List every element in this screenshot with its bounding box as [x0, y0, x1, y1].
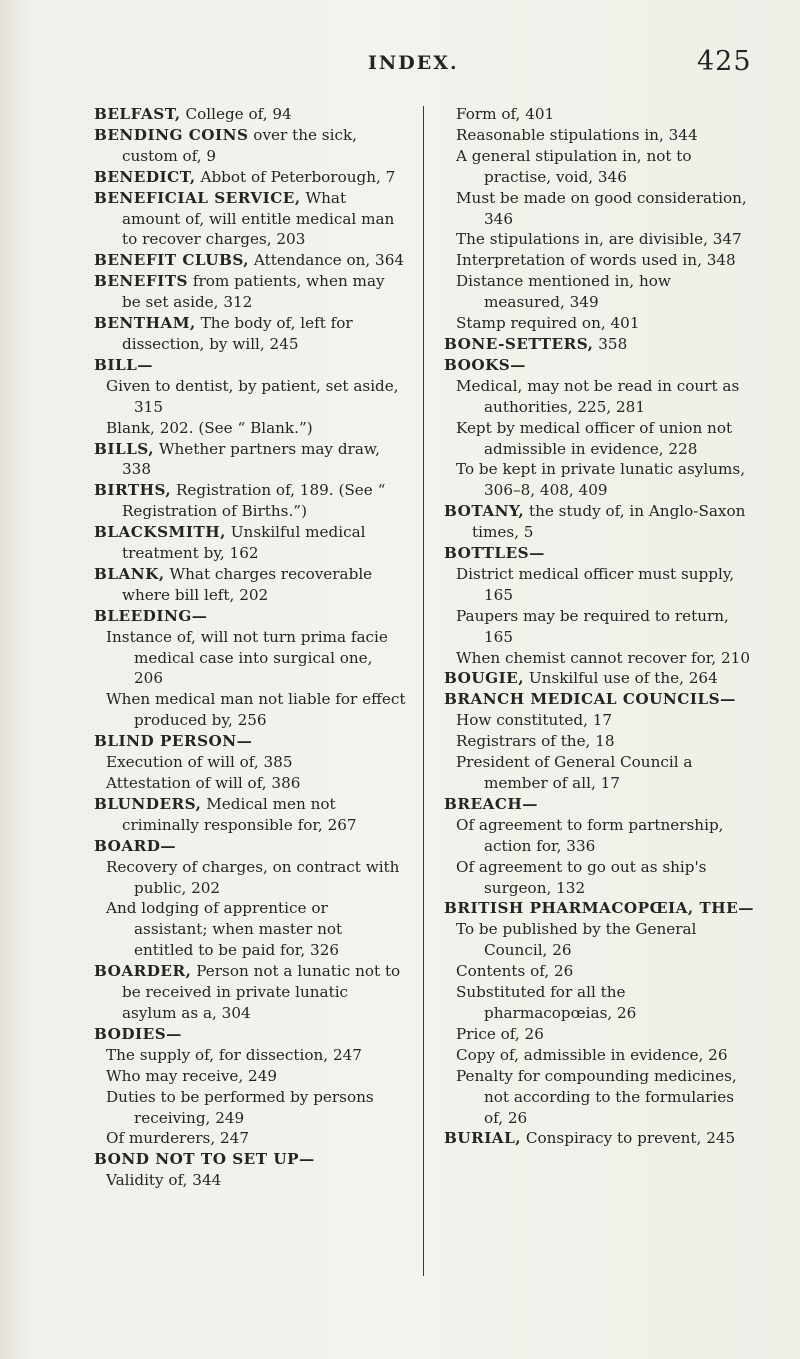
index-subentry — [444, 271, 756, 313]
index-subentry — [94, 773, 406, 794]
entry-text: Whether partners may draw, 338 — [122, 439, 380, 479]
entry-heading: BOARD— — [94, 836, 177, 855]
entry-heading: BODIES— — [94, 1024, 182, 1043]
index-entry — [94, 731, 406, 752]
entry-text: Who may receive, 249 — [106, 1066, 278, 1085]
entry-heading: BOTANY, — [444, 502, 525, 521]
entry-heading: BOUGIE, — [444, 669, 525, 688]
entry-heading: BENDING COINS — [94, 125, 249, 144]
entry-heading: BLUNDERS, — [94, 794, 202, 813]
entry-text: over the sick, custom of, 9 — [122, 125, 357, 165]
index-entry — [94, 836, 406, 857]
entry-heading: BLIND PERSON— — [94, 732, 253, 751]
index-subentry — [94, 376, 406, 418]
index-subentry — [444, 229, 756, 250]
entry-heading: BENEFITS — [94, 272, 189, 291]
entry-text: Abbot of Peterborough, 7 — [195, 167, 396, 186]
entry-text: the study of, in Anglo-Saxon times, 5 — [472, 502, 746, 542]
entry-text: Medical men not criminally responsible for, 267 — [122, 794, 357, 834]
entry-text: from patients, when may be set aside, 312 — [122, 272, 385, 312]
entry-heading: BENEDICT, — [94, 167, 196, 186]
index-subentry — [94, 418, 406, 439]
entry-heading: BLACKSMITH, — [94, 523, 226, 542]
entry-text: What amount of, will entitle medical man to recover charges, 203 — [122, 188, 395, 249]
entry-text: Registration of, 189. (See “ Registration of Births.”) — [122, 481, 386, 521]
index-subentry — [444, 564, 756, 606]
entry-heading: BRANCH MEDICAL COUNCILS— — [444, 690, 736, 709]
index-entry — [94, 313, 406, 355]
entry-heading: BILL— — [94, 355, 153, 374]
entry-text: Kept by medical officer of union not admissible in evidence, 228 — [456, 418, 733, 458]
right-column — [444, 104, 756, 1149]
entry-text: When medical man not liable for effect produced by, 256 — [106, 690, 406, 730]
index-entry — [444, 898, 756, 919]
index-entry — [444, 334, 756, 355]
entry-text: Penalty for compounding medicines, not according to the formularies of, 26 — [456, 1066, 737, 1127]
index-entry — [94, 522, 406, 564]
index-subentry — [444, 459, 756, 501]
entry-heading: BREACH— — [444, 794, 538, 813]
index-entry — [444, 501, 756, 543]
entry-heading: BURIAL, — [444, 1129, 522, 1148]
entry-text: Unskilful medical treatment by, 162 — [122, 523, 366, 563]
entry-text: Attendance on, 364 — [249, 251, 405, 270]
entry-heading: BOARDER, — [94, 962, 192, 981]
index-subentry — [94, 627, 406, 690]
index-entry — [94, 250, 406, 271]
index-entry — [94, 104, 406, 125]
entry-text: College of, 94 — [180, 105, 292, 123]
entry-text: Of agreement to form partnership, action for, 336 — [456, 815, 724, 855]
entry-text: Unskilful use of the, 264 — [524, 669, 718, 688]
index-entry — [444, 1128, 756, 1149]
index-subentry — [444, 606, 756, 648]
entry-text: 358 — [593, 334, 628, 353]
index-entry — [94, 188, 406, 251]
entry-text: Conspiracy to prevent, 245 — [521, 1129, 736, 1148]
entry-text: A general stipulation in, not to practise, void, 346 — [456, 146, 692, 186]
index-subentry — [444, 919, 756, 961]
index-subentry — [444, 731, 756, 752]
entry-text: Validity of, 344 — [106, 1171, 222, 1190]
index-entry — [94, 125, 406, 167]
index-entry — [94, 1024, 406, 1045]
entry-text: The supply of, for dissection, 247 — [106, 1045, 362, 1064]
entry-text: What charges recoverable where bill left, 202 — [122, 564, 373, 604]
index-entry — [444, 543, 756, 564]
entry-heading: BLEEDING— — [94, 606, 208, 625]
entry-text: Must be made on good consideration, 346 — [456, 188, 747, 228]
entry-text: Of agreement to go out as ship's surgeon, 132 — [456, 857, 707, 897]
index-entry — [94, 355, 406, 376]
index-subentry — [444, 1066, 756, 1129]
index-entry — [444, 355, 756, 376]
index-subentry — [444, 376, 756, 418]
entry-heading: BLANK, — [94, 564, 165, 583]
entry-text: Duties to be performed by persons receiving, 249 — [106, 1087, 374, 1127]
index-subentry — [444, 648, 756, 669]
entry-heading: BENEFICIAL SERVICE, — [94, 188, 301, 207]
page-number: 425 — [697, 46, 752, 77]
index-entry — [94, 961, 406, 1024]
entry-text: Stamp required on, 401 — [456, 314, 640, 333]
entry-text: When chemist cannot recover for, 210 — [456, 648, 750, 667]
index-subentry — [444, 752, 756, 794]
entry-text: Paupers may be required to return, 165 — [456, 606, 729, 646]
entry-heading: BENEFIT CLUBS, — [94, 251, 250, 270]
index-subentry — [444, 815, 756, 857]
entry-text: The body of, left for dissection, by will, 245 — [122, 314, 353, 353]
entry-heading: BOOKS— — [444, 355, 526, 374]
entry-heading: BOND NOT TO SET UP— — [94, 1150, 315, 1169]
entry-text: Registrars of the, 18 — [456, 732, 615, 751]
index-subentry — [444, 125, 756, 146]
entry-text: Person not a lunatic not to be received in private lunatic asylum as a, 304 — [122, 962, 401, 1022]
index-entry — [94, 439, 406, 481]
entry-text: Blank, 202. (See “ Blank.”) — [106, 418, 313, 437]
entry-text: Distance mentioned in, how measured, 349 — [456, 272, 671, 312]
entry-text: Copy of, admissible in evidence, 26 — [456, 1045, 728, 1064]
entry-text: To be published by the General Council, 26 — [456, 920, 697, 960]
index-subentry — [94, 1087, 406, 1129]
entry-text: Interpretation of words used in, 348 — [456, 251, 736, 270]
entry-text: Reasonable stipulations in, 344 — [456, 125, 698, 144]
index-entry — [94, 794, 406, 836]
index-subentry — [444, 857, 756, 899]
index-subentry — [444, 250, 756, 271]
index-subentry — [444, 418, 756, 460]
index-entry — [444, 668, 756, 689]
index-subentry — [94, 1045, 406, 1066]
index-subentry — [444, 710, 756, 731]
entry-heading: BENTHAM, — [94, 314, 196, 333]
entry-text: Recovery of charges, on contract with public, 202 — [106, 857, 400, 897]
entry-heading: BELFAST, — [94, 105, 181, 123]
index-subentry — [444, 1024, 756, 1045]
index-subentry — [444, 104, 756, 125]
index-subentry — [94, 1066, 406, 1087]
index-subentry — [94, 1128, 406, 1149]
entry-text: How constituted, 17 — [456, 711, 613, 730]
index-subentry — [444, 313, 756, 334]
running-title: INDEX. — [368, 52, 459, 74]
entry-text: Medical, may not be read in court as authorities, 225, 281 — [456, 376, 740, 416]
index-entry — [94, 167, 406, 188]
index-entry — [444, 689, 756, 710]
entry-text: President of General Council a member of all, 17 — [456, 753, 693, 792]
entry-heading: BILLS, — [94, 439, 155, 458]
index-subentry — [444, 188, 756, 230]
entry-text: District medical officer must supply, 165 — [456, 564, 735, 604]
page-header — [0, 46, 800, 82]
entry-text: And lodging of apprentice or assistant; when master not entitled to be paid for, 326 — [106, 899, 343, 960]
entry-text: Of murderers, 247 — [106, 1129, 249, 1148]
entry-text: To be kept in private lunatic asylums, 306–8, 408, 409 — [456, 460, 746, 500]
entry-text: Price of, 26 — [456, 1024, 544, 1043]
entry-text: The stipulations in, are divisible, 347 — [456, 230, 742, 249]
entry-heading: BIRTHS, — [94, 481, 172, 500]
index-subentry — [444, 961, 756, 982]
index-subentry — [94, 1170, 406, 1191]
index-entry — [94, 271, 406, 313]
entry-text: Attestation of will of, 386 — [106, 774, 301, 792]
index-subentry — [94, 857, 406, 899]
entry-text: Given to dentist, by patient, set aside, 315 — [106, 376, 399, 416]
entry-text: Substituted for all the pharmacopœias, 26 — [456, 983, 637, 1022]
index-entry — [94, 564, 406, 606]
index-subentry — [94, 689, 406, 731]
entry-text: Execution of will of, 385 — [106, 753, 293, 772]
entry-heading: BOTTLES— — [444, 544, 545, 563]
index-entry — [444, 794, 756, 815]
index-subentry — [94, 752, 406, 773]
left-column — [94, 104, 406, 1191]
entry-text: Instance of, will not turn prima facie medical case into surgical one, 206 — [106, 627, 388, 688]
entry-text: Contents of, 26 — [456, 962, 574, 981]
entry-heading: BRITISH PHARMACOPŒIA, THE— — [444, 899, 754, 918]
index-subentry — [444, 982, 756, 1024]
index-subentry — [444, 146, 756, 188]
entry-text: Form of, 401 — [456, 105, 555, 123]
index-subentry — [444, 1045, 756, 1066]
column-divider — [423, 106, 424, 1276]
index-entry — [94, 480, 406, 522]
index-entry — [94, 606, 406, 627]
index-subentry — [94, 898, 406, 961]
index-entry — [94, 1149, 406, 1170]
entry-heading: BONE-SETTERS, — [444, 334, 594, 353]
